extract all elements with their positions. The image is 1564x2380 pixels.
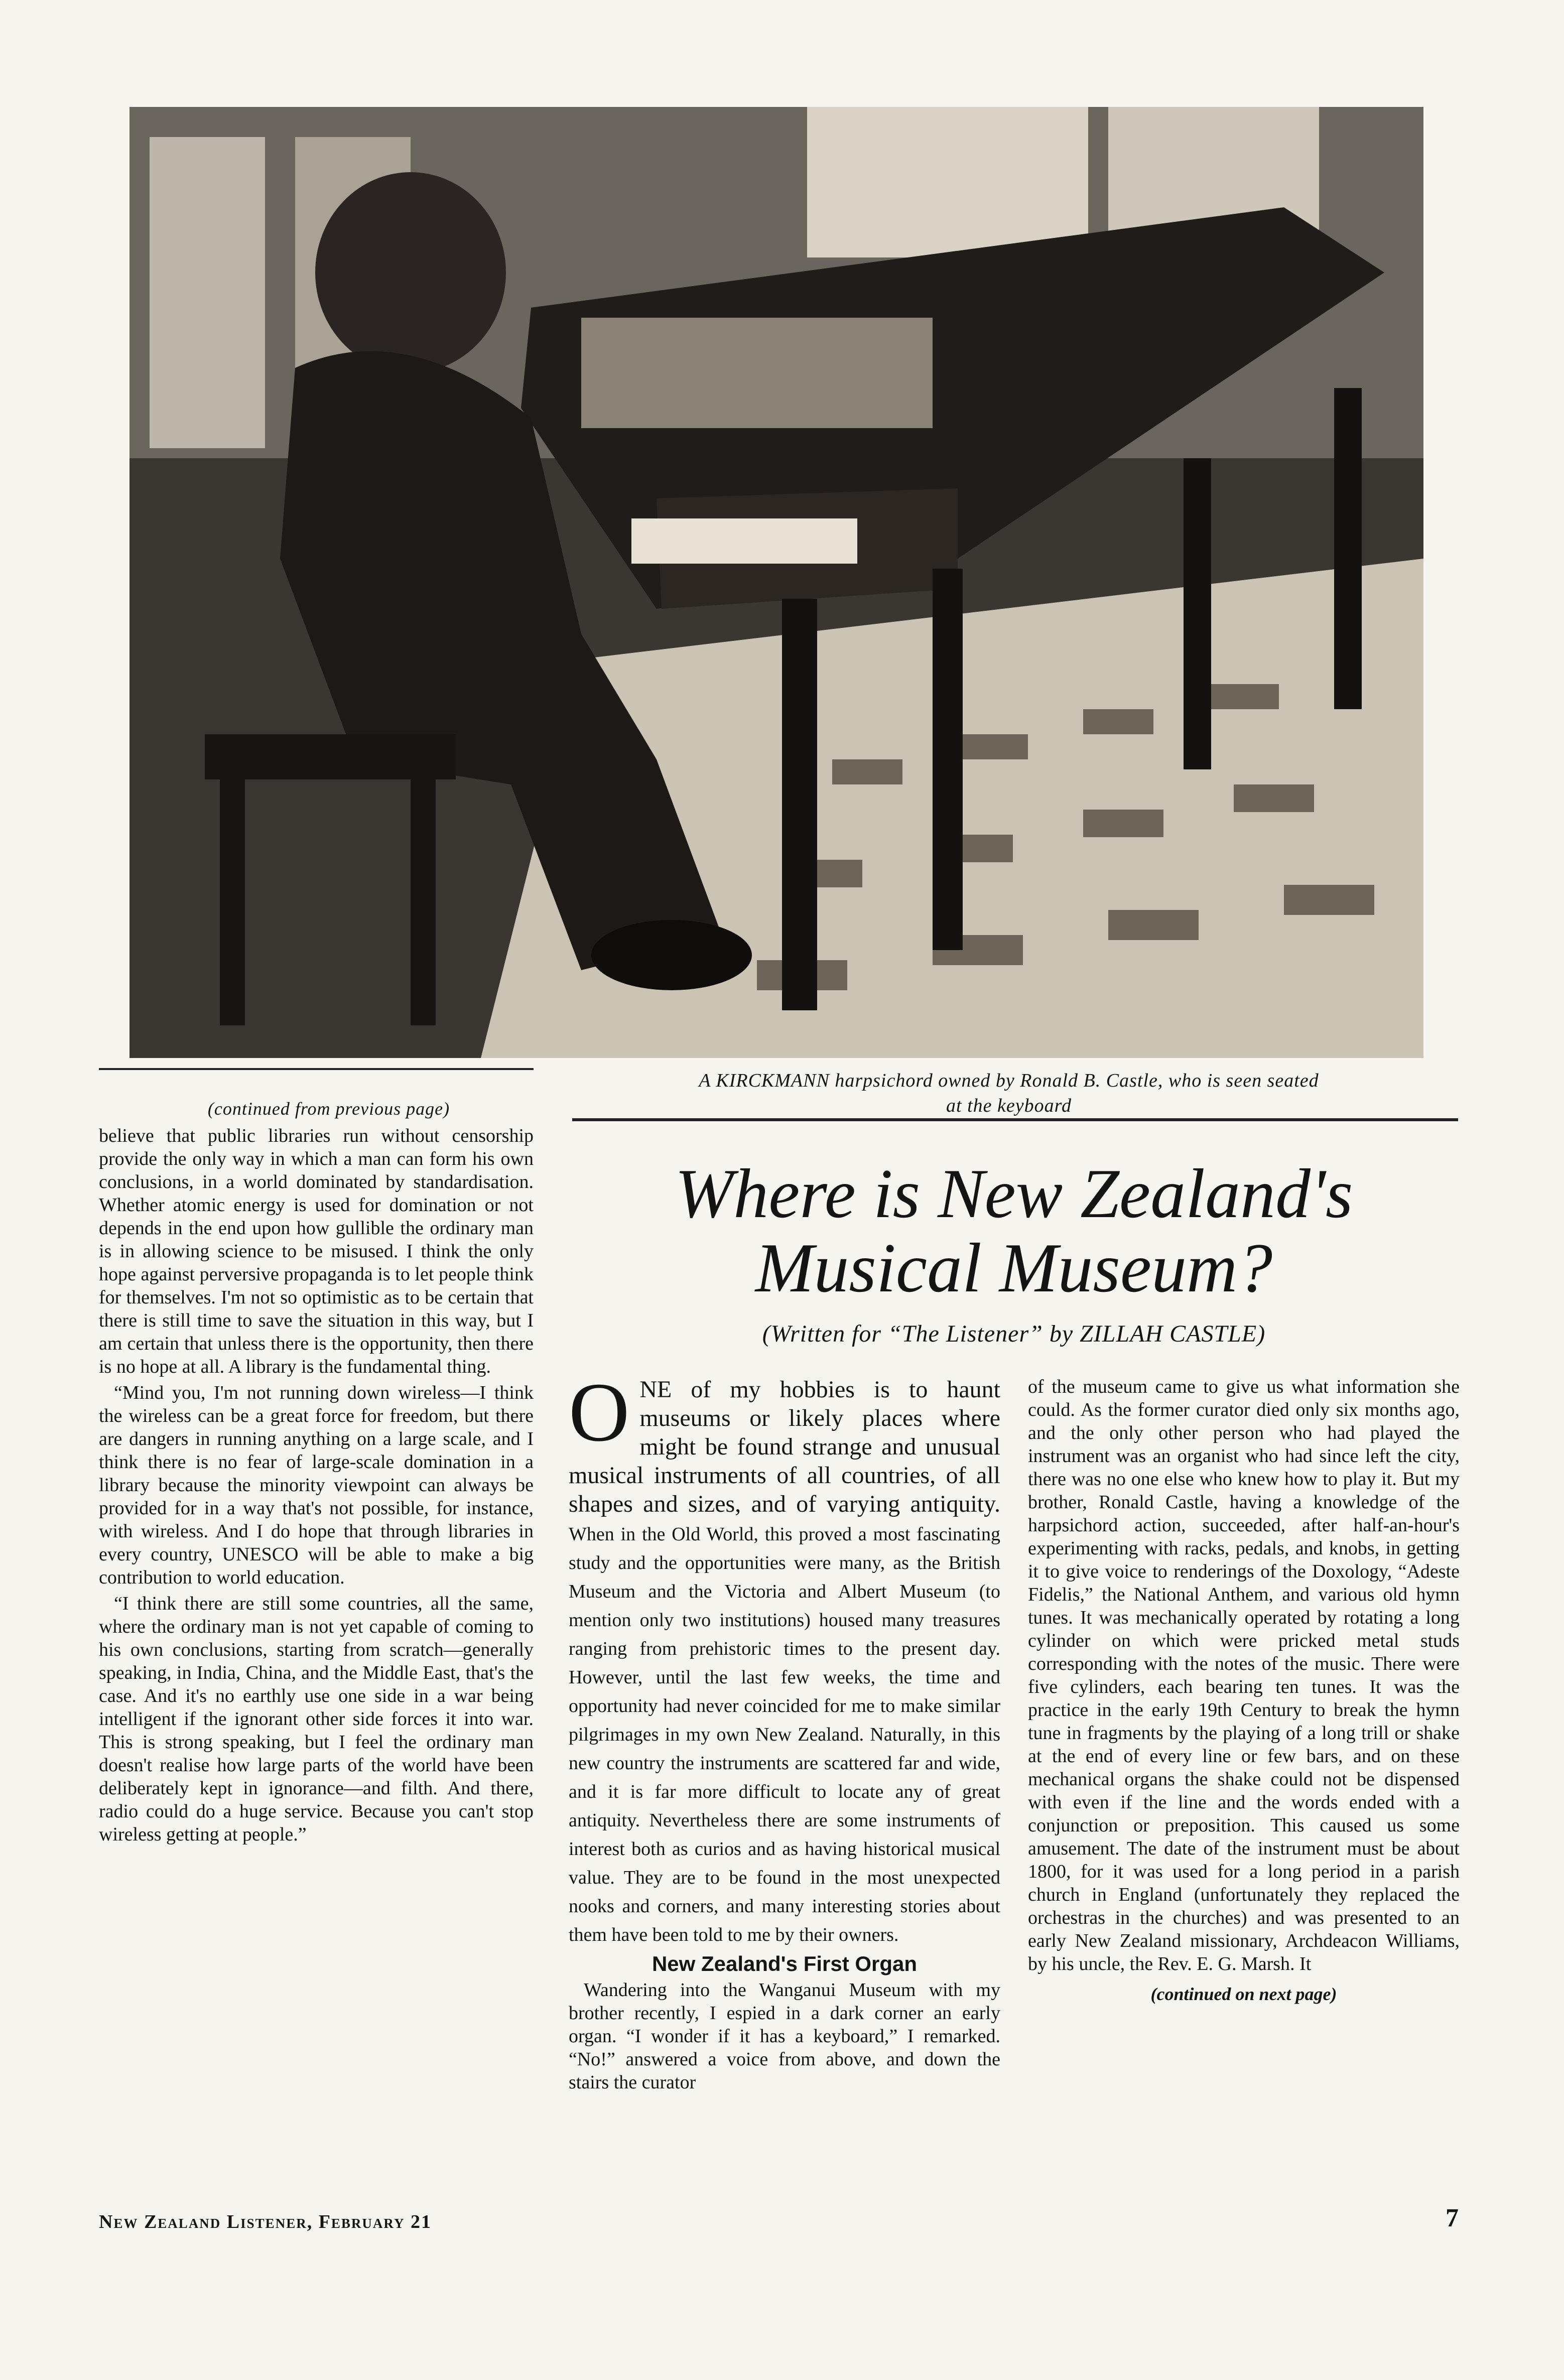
left-paragraph: “Mind you, I'm not running down wireless—I think the wireless can be a great force for freedom, but there are dangers in running anything on a large scale, and I think there is no fear of large-scale domination in a library because the minority viewpoint can always be provided for in a way that's not possible, for instance, with wireless. And I do hope that through libraries in every country, UNESCO will be able to make a big contribution to world education. — [99, 1382, 534, 1588]
middle-column — [569, 1366, 1000, 2094]
continued-next-label: (continued on next page) — [1150, 1984, 1337, 2004]
article-byline: (Written for “The Listener” by ZILLAH CASTLE) — [762, 1320, 1266, 1347]
left-paragraph: believe that public libraries run without censorship provide the only way in which a man can form his own conclusions, in a world dominated by standardisation. Whether atomic energy is used for domination or not depends in the end upon how gullible the ordinary man is in allowing science to be misused. I think the only hope against perversive propaganda is to let people think for themselves. I'm not so optimistic as to be certain that there is still time to save the situation in this way, but I am certain that unless there is the opportunity, then there is no hope at all. A library is the fundamental thing. — [99, 1125, 534, 1377]
page-number: 7 — [1446, 2204, 1459, 2232]
article-paragraph: of the museum came to give us what information she could. As the former curator died only six months ago, and the only other person who had played the instrument was an organist who had since left the city, there was no one else who knew how to play it. But my brother, Ronald Castle, having a knowledge of the harpsichord action, succeeded, after half-an-hour's experimenting with racks, pedals, and knobs, in getting it to give voice to renderings of the Doxology, “Adeste Fidelis,” the National Anthem, and various old hymn tunes. It was mechanically operated by rotating a long cylinder on which were pricked metal studs corresponding with the notes of the music. There were five cylinders, each bearing ten tunes. It was the practice in the early 19th Century to break the hymn tune in fragments by the playing of a long trill or shake at the end of every line or few bars, and on these mechanical organs the shake could not be dispensed with even if the line and the words ended with a conjunction or preposition. This caused us some amusement. The date of the instrument must be about 1800, for it was used for a long period in a parish church in England (unfortunately they replaced the orchestras in the churches) and was presented to an early New Zealand missionary, Archdeacon Williams, by his uncle, the Rev. E. G. Marsh. It — [1028, 1376, 1460, 1974]
left-paragraph: “I think there are still some countries, all the same, where the ordinary man is not yet capable of coming to his own conclusions, starting from scratch—generally speaking, in India, China, and the Middle East, that's the case. And it's no earthly use one side in a war being intelligent if the ignorant other side forces it into war. This is strong speaking, but I feel the ordinary man doesn't realise how large parts of the world have been deliberately kept in ignorance—and filth. And there, radio could do a huge service. Because you can't stop wireless getting at people.” — [99, 1593, 534, 1845]
article-paragraph: Wandering into the Wanganui Museum with my brother recently, I espied in a dark corner an early organ. “I wonder if it has a keyboard,” I remarked. “No!” answered a voice from above, and down the stairs the curator — [569, 1979, 1000, 2093]
headline-line-1: Where is New Zealand's — [675, 1155, 1353, 1233]
caption-line-2: at the keyboard — [946, 1095, 1072, 1116]
continued-from-label: (continued from previous page) — [207, 1099, 450, 1119]
article-subhead: New Zealand's First Organ — [651, 1952, 918, 1975]
drop-cap: O — [569, 1366, 630, 1459]
harpsichord-photo-icon — [129, 107, 1423, 1058]
left-column-top-rule — [99, 1068, 534, 1070]
lede-rest: When in the Old World, this proved a most fascinating study and the opportunities were many, as the British Museum and the Victoria and Albert Museum (to mention only two institutions) housed many treasures ranging from prehistoric times to the present day. However, until the last few weeks, the time and opportunity had never coincided for me to make similar pilgrimages in my own New Zealand. Naturally, in this new country the instruments are scattered far and wide, and it is far more difficult to locate any of great antiquity. Nevertheless there are some instruments of interest both as curios and as having historical musical value. They are to be found in the most unexpected nooks and corners, and many interesting stories about them have been told to me by their owners. — [569, 1524, 1000, 1945]
lede-text: NE of my hobbies is to haunt museums or likely places where might be found strange and unusual musical instruments of all countries, of all shapes and sizes, and of varying antiquity. — [569, 1376, 1000, 1517]
photo-caption — [582, 1068, 1436, 1118]
headline-top-rule — [572, 1118, 1458, 1121]
headline-line-2: Musical Museum? — [755, 1229, 1273, 1307]
publication-footer: New Zealand Listener, February 21 — [99, 2211, 432, 2232]
article-headline — [572, 1157, 1456, 1305]
left-column — [99, 1124, 534, 1846]
right-column — [1028, 1375, 1460, 2006]
article-lede — [569, 1366, 1000, 1947]
harpsichord-photo — [129, 107, 1423, 1058]
caption-line-1: A KIRCKMANN harpsichord owned by Ronald B. Castle, who is seen seated — [699, 1070, 1319, 1091]
